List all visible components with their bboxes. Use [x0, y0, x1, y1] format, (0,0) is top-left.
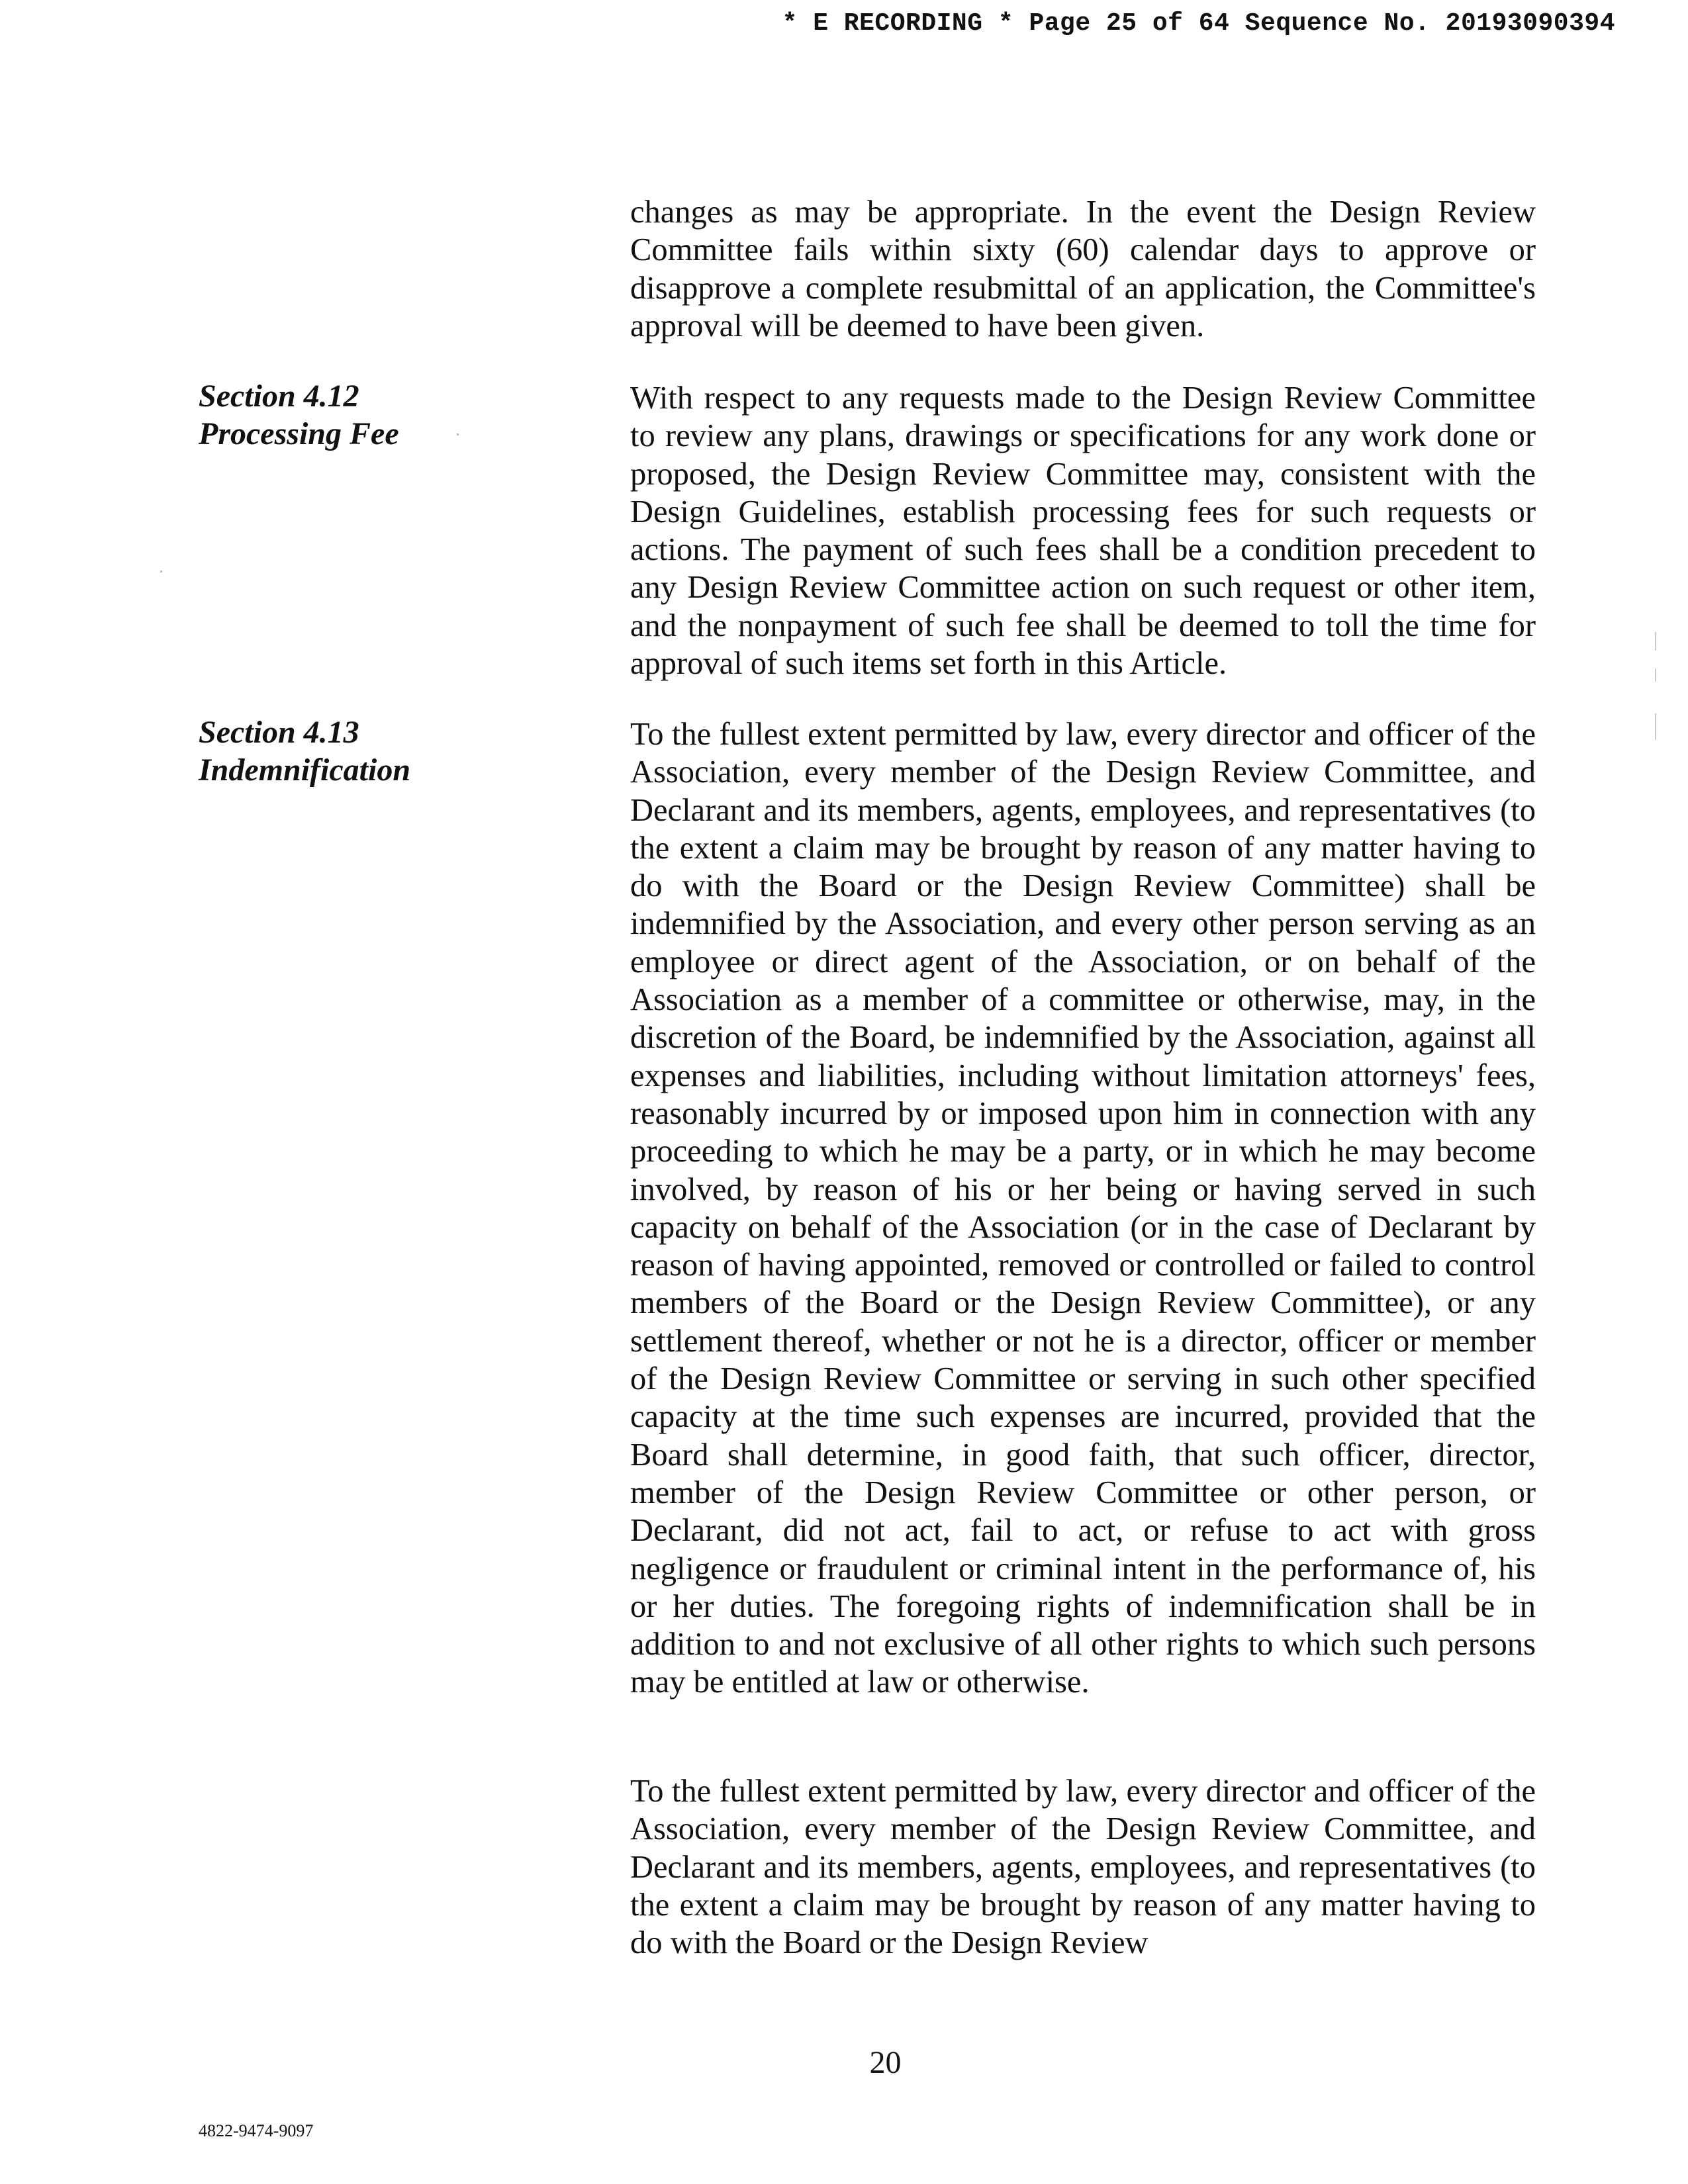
section-number: Section 4.12 [199, 379, 359, 414]
section-title: Indemnification [199, 752, 411, 788]
section-4-12-label [199, 377, 569, 453]
scan-artifact-mark [1655, 668, 1656, 682]
scan-artifact-mark [1655, 632, 1656, 651]
document-id: 4822-9474-9097 [199, 2121, 314, 2140]
section-number: Section 4.13 [199, 715, 359, 750]
continuation-paragraph: changes as may be appropriate. In the event the Design Review Committee fails within sixty (60) calendar days to approve or disapprove a complete resubmittal of an application, the Committee's approval will be deemed to have been given. [630, 195, 1536, 343]
section-4-13-label [199, 713, 569, 790]
indemnification-repeat-paragraph: To the fullest extent permitted by law, every director and officer of the Association, every member of the Design Review Committee, and Declarant and its members, agents, employees, and representatives (to the extent a claim may be brought by reason of any matter having to do with the Board or the Design Review [630, 1774, 1536, 1961]
section-title: Processing Fee [199, 416, 399, 452]
processing-fee-paragraph: With respect to any requests made to the Design Review Committee to review any plans, drawings or specifications for any work done or proposed, the Design Review Committee may, consistent with the Design Guidelines, establish processing fees for such requests or actions. The payment of such fees shall be a condition precedent to any Design Review Committee action on such request or other item, and the nonpayment of such fee shall be deemed to toll the time for approval of such items set forth in this Article. [630, 381, 1536, 682]
scan-artifact-mark [1655, 713, 1656, 740]
scan-speck [160, 570, 162, 572]
indemnification-paragraph: To the fullest extent permitted by law, every director and officer of the Association, every member of the Design Review Committee, and Declarant and its members, agents, employees, and representatives (to the extent a claim may be brought by reason of any matter having to do with the Board or the Design Review Committee) shall be indemnified by the Association, and every other person serving as an employee or direct agent of the Association, or on behalf of the Association as a member of a committee or otherwise, may, in the discretion of the Board, be indemnified by the Association, against all expenses and liabilities, including without limitation attorneys' fees, reasonably incurred by or imposed upon him in connection with any proceeding to which he may be a party, or in which he may become involved, by reason of his or her being or having served in such capacity on behalf of the Association (or in the case of Declarant by reason of having appointed, removed or controlled or failed to control members of the Board or the Design Review Committee), or any settlement thereof, whether or not he is a director, officer or member of the Design Review Committee or serving in such other specified capacity at the time such expenses are incurred, provided that the Board shall determine, in good faith, that such officer, director, member of the Design Review Committee or other person, or Declarant, did not act, fail to act, or refuse to act with gross negligence or fraudulent or criminal intent in the performance of, his or her duties. The foregoing rights of indemnification shall be in addition to and not exclusive of all other rights to which such persons may be entitled at law or otherwise. [630, 717, 1536, 1700]
page-number: 20 [869, 2045, 902, 2080]
scan-speck [457, 433, 459, 435]
recording-stamp: * E RECORDING * Page 25 of 64 Sequence No. 20193090394 [782, 9, 1615, 38]
